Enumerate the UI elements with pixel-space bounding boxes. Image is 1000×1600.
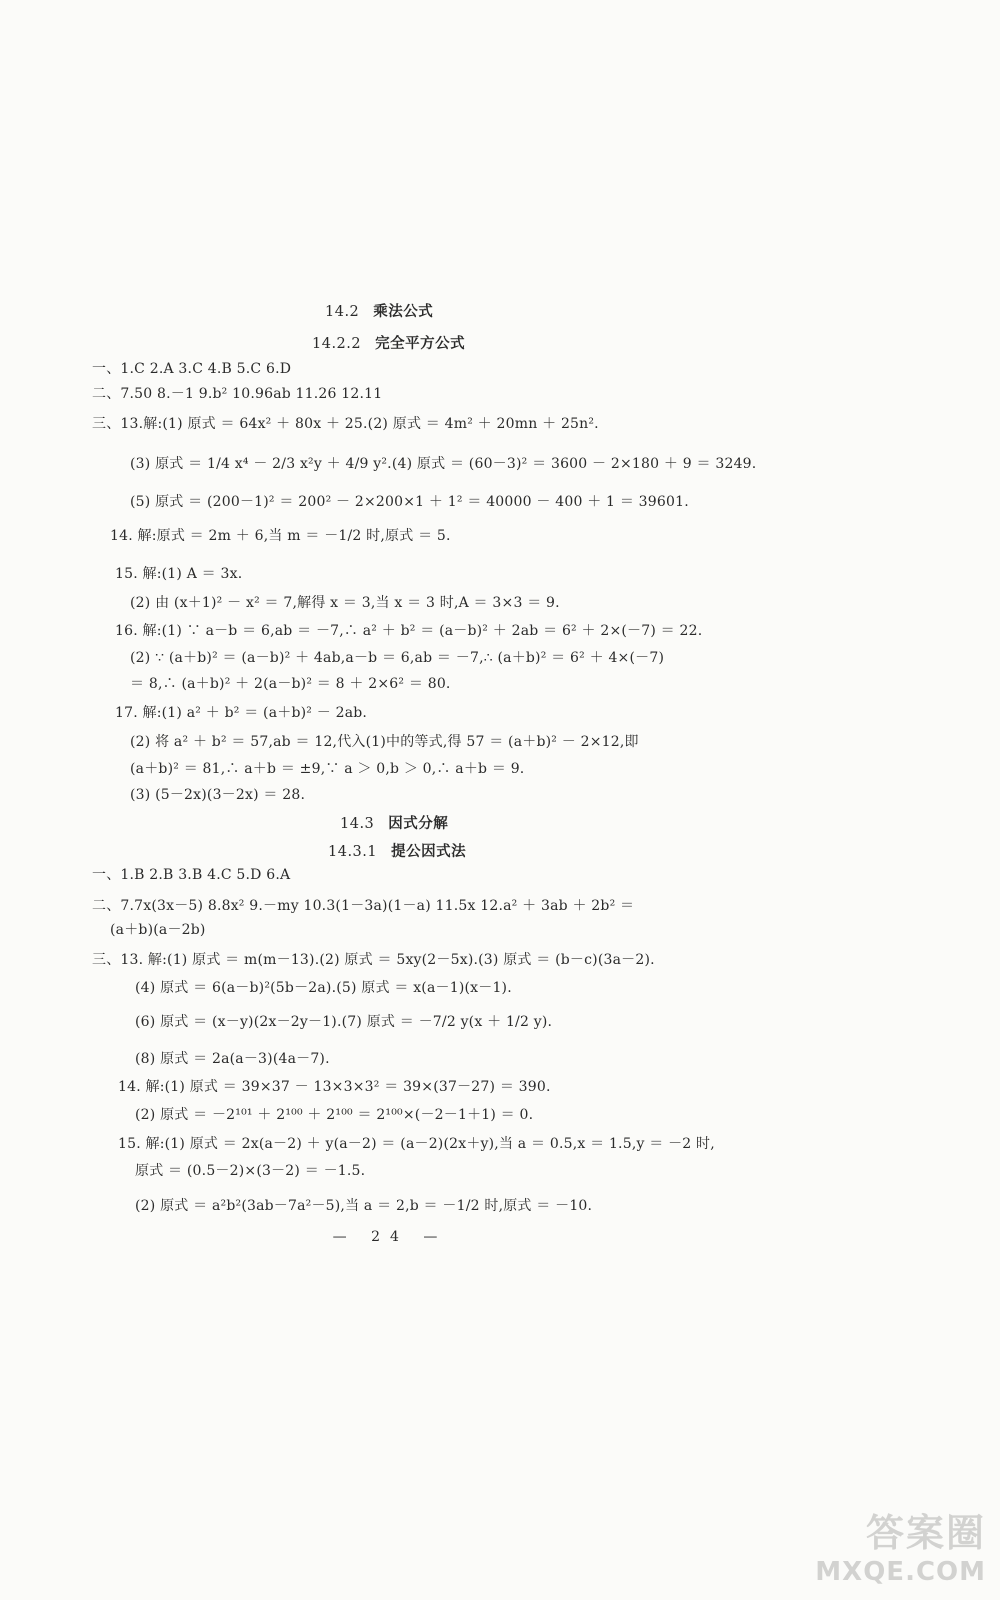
- section-heading-14-2: [325, 300, 433, 321]
- heading-title: 完全平方公式: [375, 335, 466, 352]
- answer-line: 15. 解:(1) A ＝ 3x.: [115, 566, 243, 582]
- heading-number: 14.3.1: [328, 844, 378, 860]
- answer-line: (2) 原式 ＝ a²b²(3ab－7a²－5),当 a ＝ 2,b ＝ －1/2 时,原式 ＝ －10.: [135, 1198, 593, 1214]
- answer-line: (2) ∵ (a＋b)² ＝ (a－b)² ＋ 4ab,a－b ＝ 6,ab ＝ －7,∴ (a＋b)² ＝ 6² ＋ 4×(－7): [130, 650, 665, 666]
- heading-number: 14.2.2: [312, 336, 362, 352]
- answer-line: (3) 原式 ＝ 1/4 x⁴ － 2/3 x²y ＋ 4/9 y².(4) 原式 ＝ (60－3)² ＝ 3600 － 2×180 ＋ 9 ＝ 3249.: [130, 456, 757, 472]
- answer-line: 17. 解:(1) a² ＋ b² ＝ (a＋b)² － 2ab.: [115, 705, 368, 721]
- answer-line: 三、13.解:(1) 原式 ＝ 64x² ＋ 80x ＋ 25.(2) 原式 ＝ 4m² ＋ 20mn ＋ 25n².: [92, 416, 599, 432]
- section-heading-14-2-2: [312, 332, 465, 353]
- answer-line: 三、13. 解:(1) 原式 ＝ m(m－13).(2) 原式 ＝ 5xy(2－5x).(3) 原式 ＝ (b－c)(3a－2).: [92, 952, 655, 968]
- watermark-logo: [796, 1502, 986, 1587]
- answer-line: (2) 原式 ＝ －2¹⁰¹ ＋ 2¹⁰⁰ ＋ 2¹⁰⁰ ＝ 2¹⁰⁰×(－2－1＋1) ＝ 0.: [135, 1107, 534, 1123]
- answer-line: 14. 解:(1) 原式 ＝ 39×37 － 13×3×3² ＝ 39×(37－27) ＝ 390.: [118, 1079, 551, 1095]
- watermark-text: 答案圈: [865, 1511, 986, 1555]
- answer-line: 15. 解:(1) 原式 ＝ 2x(a－2) ＋ y(a－2) ＝ (a－2)(2x＋y),当 a ＝ 0.5,x ＝ 1.5,y ＝ －2 时,: [118, 1136, 715, 1152]
- answer-line: 一、1.C 2.A 3.C 4.B 5.C 6.D: [92, 361, 292, 377]
- heading-number: 14.2: [325, 304, 360, 320]
- answer-line: (6) 原式 ＝ (x－y)(2x－2y－1).(7) 原式 ＝ －7/2 y(x ＋ 1/2 y).: [135, 1014, 553, 1030]
- answer-line: (8) 原式 ＝ 2a(a－3)(4a－7).: [135, 1051, 330, 1067]
- heading-title: 乘法公式: [373, 303, 434, 320]
- page-number: — 24 —: [332, 1229, 448, 1245]
- watermark-url: MXQE.COM: [815, 1557, 986, 1587]
- answer-line: 二、7.50 8.－1 9.b² 10.96ab 11.26 12.11: [92, 386, 383, 402]
- heading-title: 提公因式法: [391, 843, 467, 860]
- answer-line: 16. 解:(1) ∵ a－b ＝ 6,ab ＝ －7,∴ a² ＋ b² ＝ (a－b)² ＋ 2ab ＝ 6² ＋ 2×(－7) ＝ 22.: [115, 623, 703, 639]
- answer-line: (a＋b)(a－2b): [110, 922, 206, 938]
- answer-line: 14. 解:原式 ＝ 2m ＋ 6,当 m ＝ －1/2 时,原式 ＝ 5.: [110, 528, 451, 544]
- answer-line: 一、1.B 2.B 3.B 4.C 5.D 6.A: [92, 867, 291, 883]
- answer-line: 二、7.7x(3x－5) 8.8x² 9.－my 10.3(1－3a)(1－a) 11.5x 12.a² ＋ 3ab ＋ 2b² ＝: [92, 898, 635, 914]
- answer-line: (2) 将 a² ＋ b² ＝ 57,ab ＝ 12,代入(1)中的等式,得 57 ＝ (a＋b)² － 2×12,即: [130, 734, 639, 750]
- answer-line: ＝ 8,∴ (a＋b)² ＋ 2(a－b)² ＝ 8 ＋ 2×6² ＝ 80.: [130, 676, 451, 692]
- answer-line: (a＋b)² ＝ 81,∴ a＋b ＝ ±9,∵ a ＞ 0,b ＞ 0,∴ a＋b ＝ 9.: [130, 761, 525, 777]
- heading-number: 14.3: [340, 816, 375, 832]
- answer-line: (4) 原式 ＝ 6(a－b)²(5b－2a).(5) 原式 ＝ x(a－1)(x－1).: [135, 980, 512, 996]
- heading-title: 因式分解: [388, 815, 449, 832]
- answer-line: (5) 原式 ＝ (200－1)² ＝ 200² － 2×200×1 ＋ 1² ＝ 40000 － 400 ＋ 1 ＝ 39601.: [130, 494, 689, 510]
- answer-line: (2) 由 (x＋1)² － x² ＝ 7,解得 x ＝ 3,当 x ＝ 3 时,A ＝ 3×3 ＝ 9.: [130, 595, 560, 611]
- section-heading-14-3-1: [328, 840, 466, 861]
- answer-line: 原式 ＝ (0.5－2)×(3－2) ＝ －1.5.: [135, 1163, 366, 1179]
- answer-line: (3) (5－2x)(3－2x) ＝ 28.: [130, 787, 306, 803]
- section-heading-14-3: [340, 812, 448, 833]
